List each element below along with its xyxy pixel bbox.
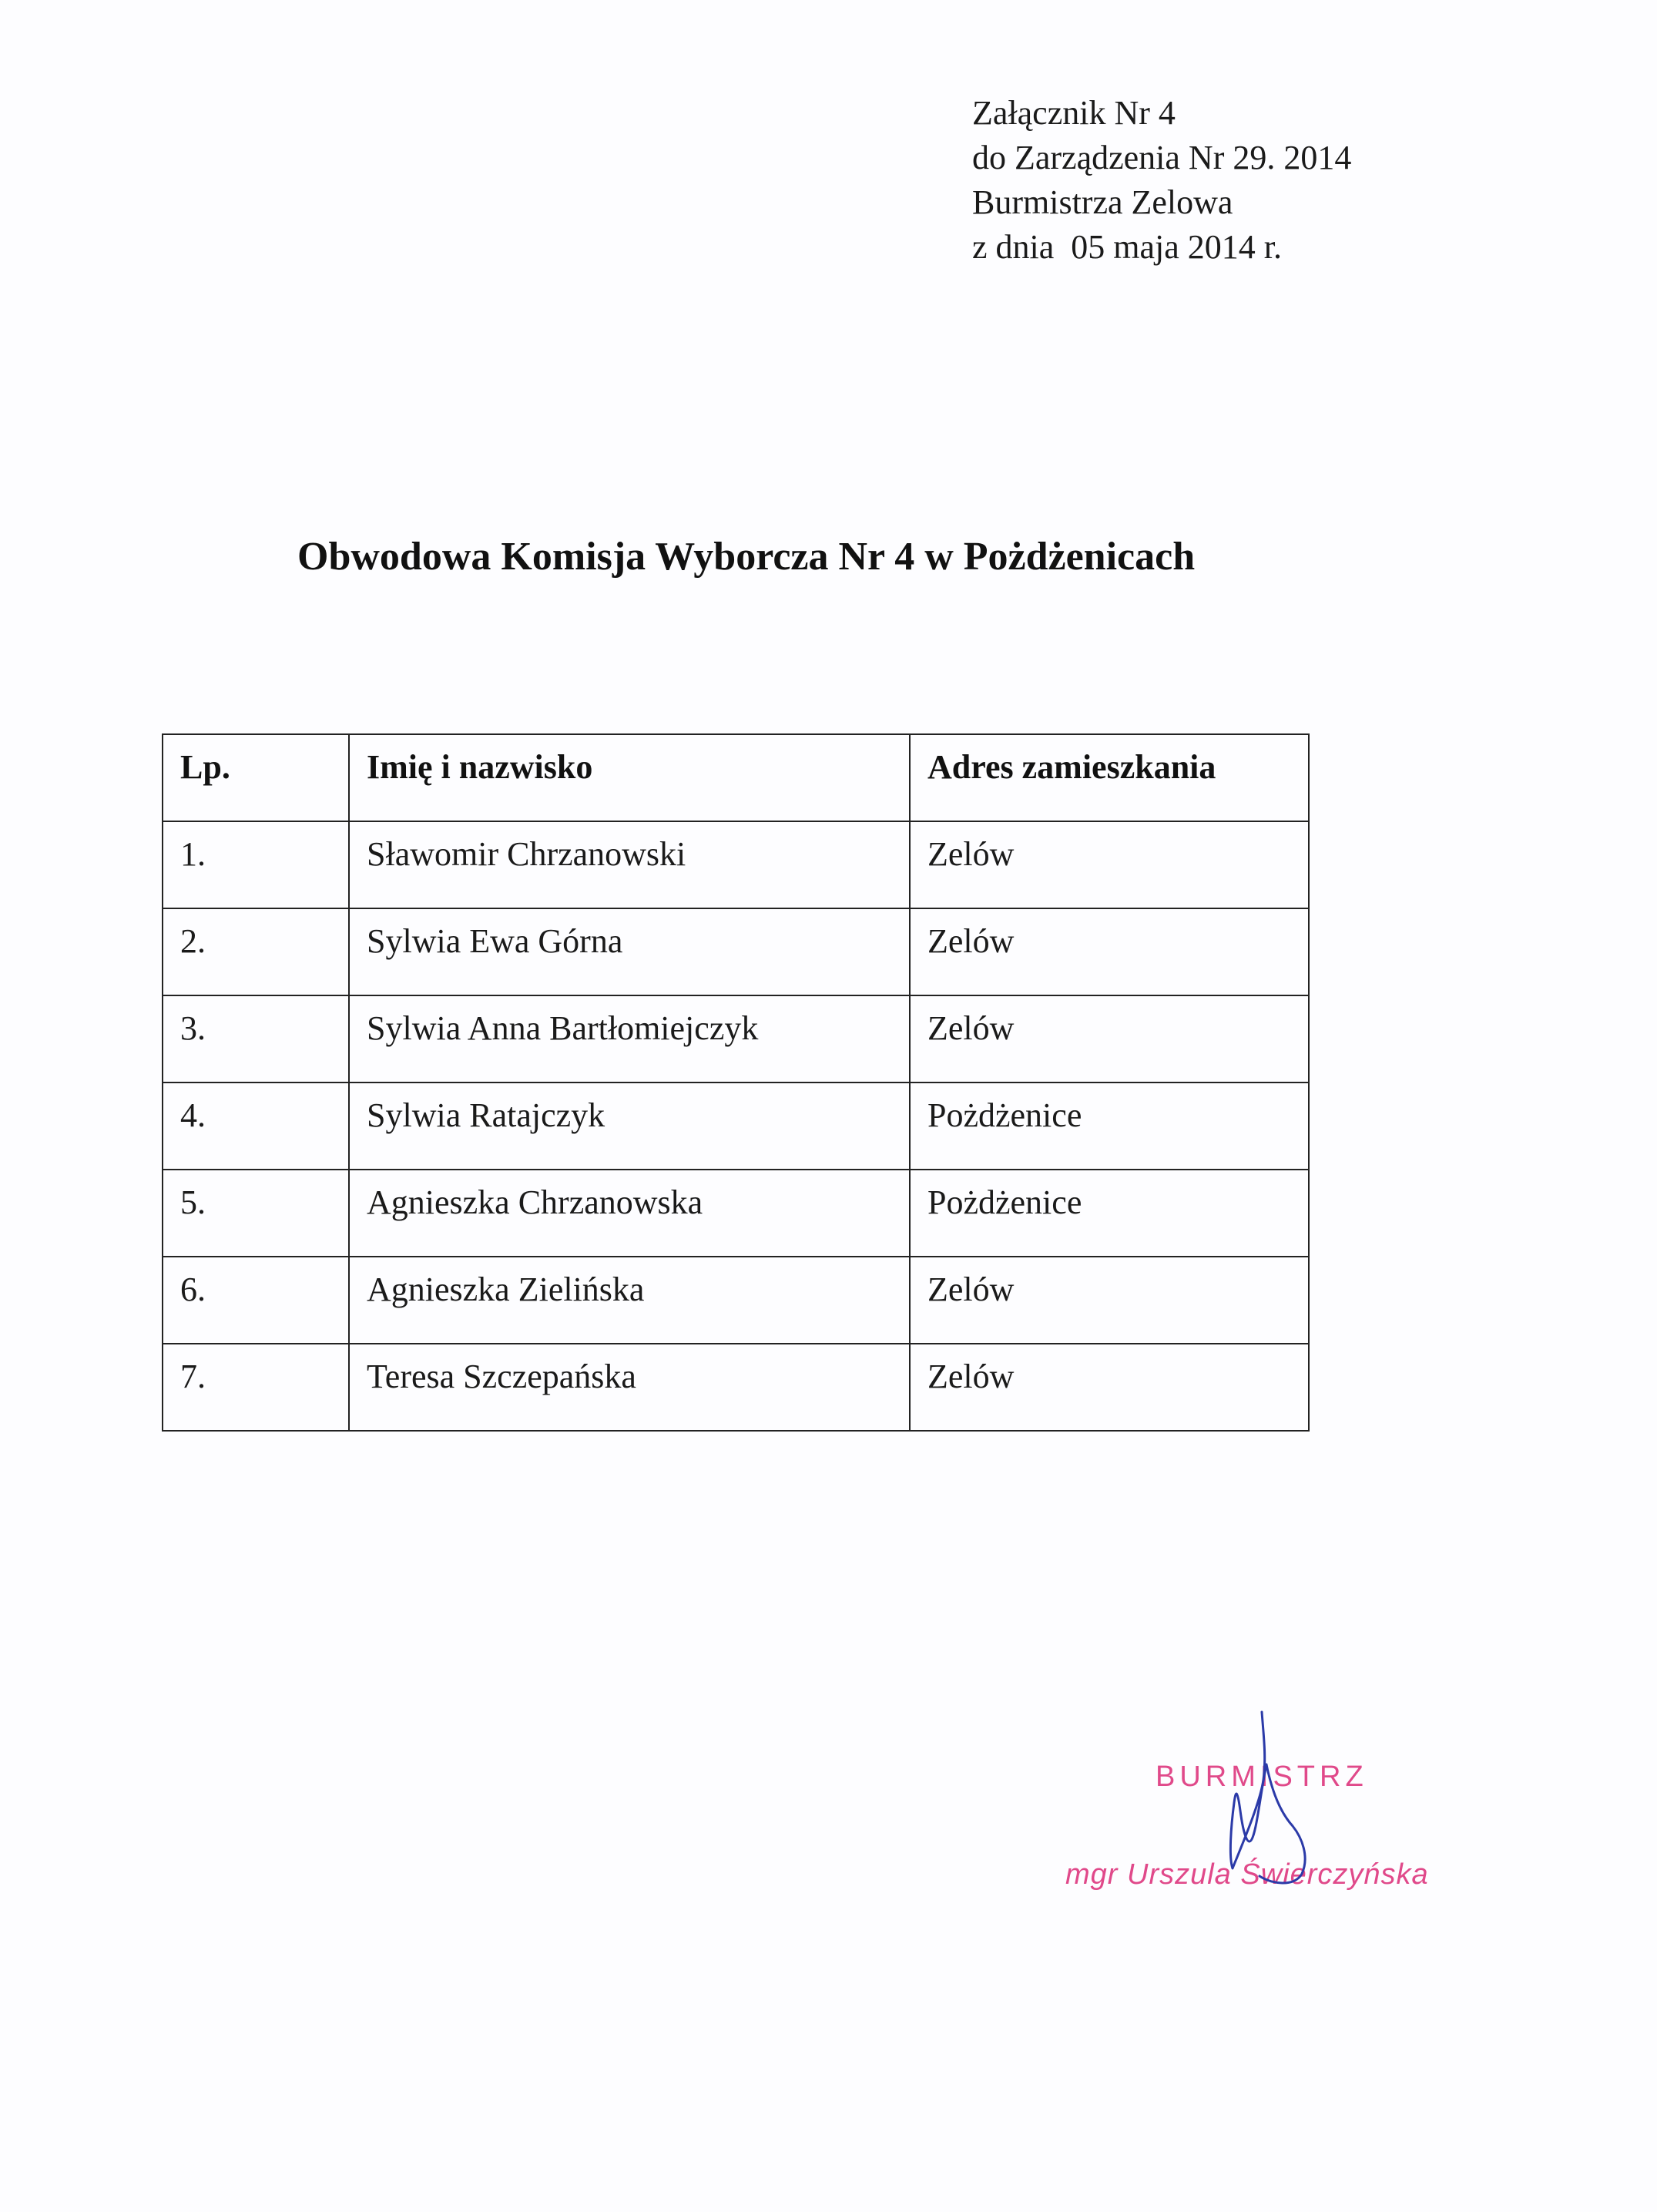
table-row <box>163 1083 1309 1170</box>
cell-lp: 7. <box>163 1344 349 1431</box>
cell-name: Sylwia Ewa Górna <box>349 908 910 995</box>
cell-lp: 3. <box>163 995 349 1083</box>
cell-lp: 6. <box>163 1257 349 1344</box>
table-header-row <box>163 734 1309 821</box>
header-line-4: z dnia 05 maja 2014 r. <box>972 228 1283 266</box>
header-line-3: Burmistrza Zelowa <box>972 183 1233 221</box>
mayor-stamp-title: BURMISTRZ <box>1156 1761 1368 1793</box>
cell-name: Agnieszka Zielińska <box>349 1257 910 1344</box>
cell-address: Pożdżenice <box>910 1170 1309 1257</box>
signature-stroke <box>1230 1712 1305 1883</box>
committee-members-table <box>162 733 1310 1432</box>
cell-address: Zelów <box>910 908 1309 995</box>
cell-address: Pożdżenice <box>910 1083 1309 1170</box>
cell-lp: 2. <box>163 908 349 995</box>
header-line-2: do Zarządzenia Nr 29. 2014 <box>972 139 1352 176</box>
cell-name: Sylwia Ratajczyk <box>349 1083 910 1170</box>
table-row <box>163 821 1309 908</box>
header-line-1: Załącznik Nr 4 <box>972 94 1176 132</box>
cell-name: Agnieszka Chrzanowska <box>349 1170 910 1257</box>
cell-address: Zelów <box>910 1257 1309 1344</box>
cell-name: Sławomir Chrzanowski <box>349 821 910 908</box>
cell-lp: 4. <box>163 1083 349 1170</box>
table-row <box>163 1257 1309 1344</box>
attachment-header <box>972 91 1351 270</box>
header-address: Adres zamieszkania <box>910 734 1309 821</box>
handwritten-signature <box>1186 1703 1356 1888</box>
cell-name: Sylwia Anna Bartłomiejczyk <box>349 995 910 1083</box>
cell-address: Zelów <box>910 821 1309 908</box>
mayor-stamp-name: mgr Urszula Świerczyńska <box>1065 1858 1429 1891</box>
cell-lp: 1. <box>163 821 349 908</box>
cell-lp: 5. <box>163 1170 349 1257</box>
table-row <box>163 1344 1309 1431</box>
header-lp: Lp. <box>163 734 349 821</box>
table-row <box>163 995 1309 1083</box>
cell-address: Zelów <box>910 1344 1309 1431</box>
table-row <box>163 908 1309 995</box>
cell-name: Teresa Szczepańska <box>349 1344 910 1431</box>
cell-address: Zelów <box>910 995 1309 1083</box>
header-name: Imię i nazwisko <box>349 734 910 821</box>
table-row <box>163 1170 1309 1257</box>
document-title: Obwodowa Komisja Wyborcza Nr 4 w Pożdżenicach <box>297 535 1196 579</box>
